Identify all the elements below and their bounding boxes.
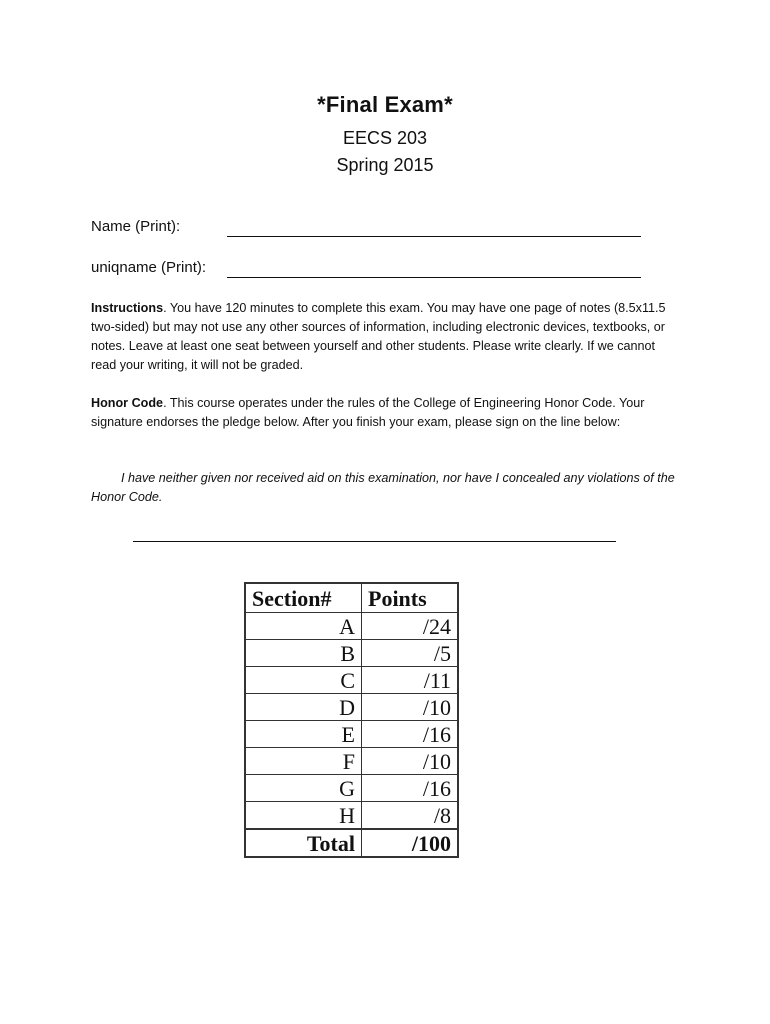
points-cell: /8: [362, 802, 459, 830]
page-title: *Final Exam*: [317, 92, 453, 117]
points-cell: /16: [362, 721, 459, 748]
points-cell: /24: [362, 613, 459, 640]
points-column-header: Points: [362, 583, 459, 613]
uniqname-blank-line[interactable]: [227, 277, 641, 278]
honor-code-text: . This course operates under the rules of the College of Engineering Honor Code. Your signature endorses the pledge below. After you finish your exam, please sign on the line below:: [91, 396, 645, 429]
score-table-header-row: [245, 583, 458, 613]
honor-pledge: I have neither given nor received aid on this examination, nor have I concealed any violations of the Honor Code.: [91, 471, 675, 504]
table-row: [245, 775, 458, 802]
points-cell: /10: [362, 694, 459, 721]
table-row: [245, 667, 458, 694]
points-cell: /16: [362, 775, 459, 802]
points-cell: /5: [362, 640, 459, 667]
signature-line[interactable]: [133, 541, 616, 542]
section-cell: F: [245, 748, 362, 775]
instructions-paragraph: [91, 299, 681, 375]
uniqname-label: uniqname (Print):: [91, 259, 207, 276]
section-cell: A: [245, 613, 362, 640]
total-label: Total: [245, 829, 362, 857]
name-blank-line[interactable]: [227, 236, 641, 237]
total-row: [245, 829, 458, 857]
section-cell: B: [245, 640, 362, 667]
section-cell: E: [245, 721, 362, 748]
table-row: [245, 721, 458, 748]
section-cell: C: [245, 667, 362, 694]
table-row: [245, 748, 458, 775]
course-name: EECS 203: [342, 128, 428, 148]
section-cell: G: [245, 775, 362, 802]
section-column-header: Section#: [245, 583, 362, 613]
name-label: Name (Print):: [91, 218, 181, 235]
uniqname-field-row: [91, 259, 651, 283]
table-row: [245, 802, 458, 830]
section-cell: D: [245, 694, 362, 721]
points-cell: /11: [362, 667, 459, 694]
score-table: [244, 582, 459, 858]
table-row: [245, 613, 458, 640]
section-cell: H: [245, 802, 362, 830]
instructions-heading: Instructions: [91, 301, 164, 315]
honor-code-heading: Honor Code: [91, 396, 164, 410]
name-field-row: [91, 218, 651, 242]
points-cell: /10: [362, 748, 459, 775]
honor-code-paragraph: [91, 394, 681, 432]
total-points: /100: [362, 829, 459, 857]
table-row: [245, 694, 458, 721]
term: Spring 2015: [336, 155, 434, 175]
table-row: [245, 640, 458, 667]
instructions-text: . You have 120 minutes to complete this exam. You may have one page of notes (8.5x11.5 two-sided) but may not use any other sources of information, including electronic devices, textbooks, or notes. Leave at least one seat between yourself and other students. Please write clearly. If we cannot read your writing, it will not be graded.: [91, 301, 666, 372]
